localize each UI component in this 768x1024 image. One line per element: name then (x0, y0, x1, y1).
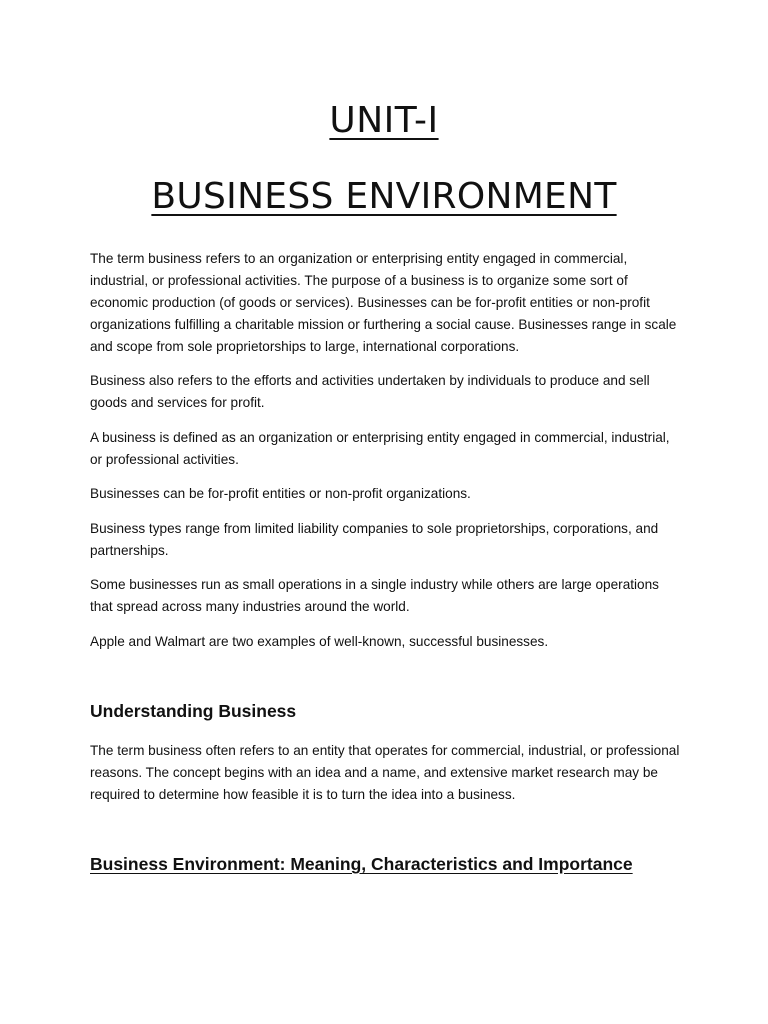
page-title-text: BUSINESS ENVIRONMENT (151, 176, 617, 217)
unit-title-text: UNIT-I (329, 100, 439, 141)
paragraph-understanding: The term business often refers to an entity that operates for commercial, industrial, or professional reasons. The concept begins with an idea and a name, and extensive market research may be required to determine how feasible it is to turn the idea into a business. (90, 743, 680, 802)
section-heading-understanding: Understanding Business (90, 701, 297, 721)
paragraph-business-scale: Some businesses run as small operations in a single industry while others are large operations that spread across many industries around the world. (90, 577, 659, 614)
paragraph-business-efforts: Business also refers to the efforts and activities undertaken by individuals to produce and sell goods and services for profit. (90, 373, 650, 410)
paragraph-business-definition: The term business refers to an organization or enterprising entity engaged in commercial, industrial, or professional activities. The purpose of a business is to organize some sort of economic production (of goods or services). Businesses can be for-profit entities or non-profit organizations fulfilling a charitable mission or furthering a social cause. Businesses range in scale and scope from sole proprietorships to large, international corporations. (90, 251, 677, 354)
paragraph-business-defined: A business is defined as an organization or enterprising entity engaged in commercial, industrial, or professional activities. (90, 430, 670, 467)
page-title (0, 176, 768, 217)
paragraph-business-types: Business types range from limited liability companies to sole proprietorships, corporations, and partnerships. (90, 521, 659, 558)
unit-title (0, 100, 768, 141)
section-heading-business-environment: Business Environment: Meaning, Characteristics and Importance (90, 854, 633, 874)
paragraph-profit-types: Businesses can be for-profit entities or non-profit organizations. (90, 486, 471, 501)
paragraph-examples: Apple and Walmart are two examples of well-known, successful businesses. (90, 634, 549, 649)
